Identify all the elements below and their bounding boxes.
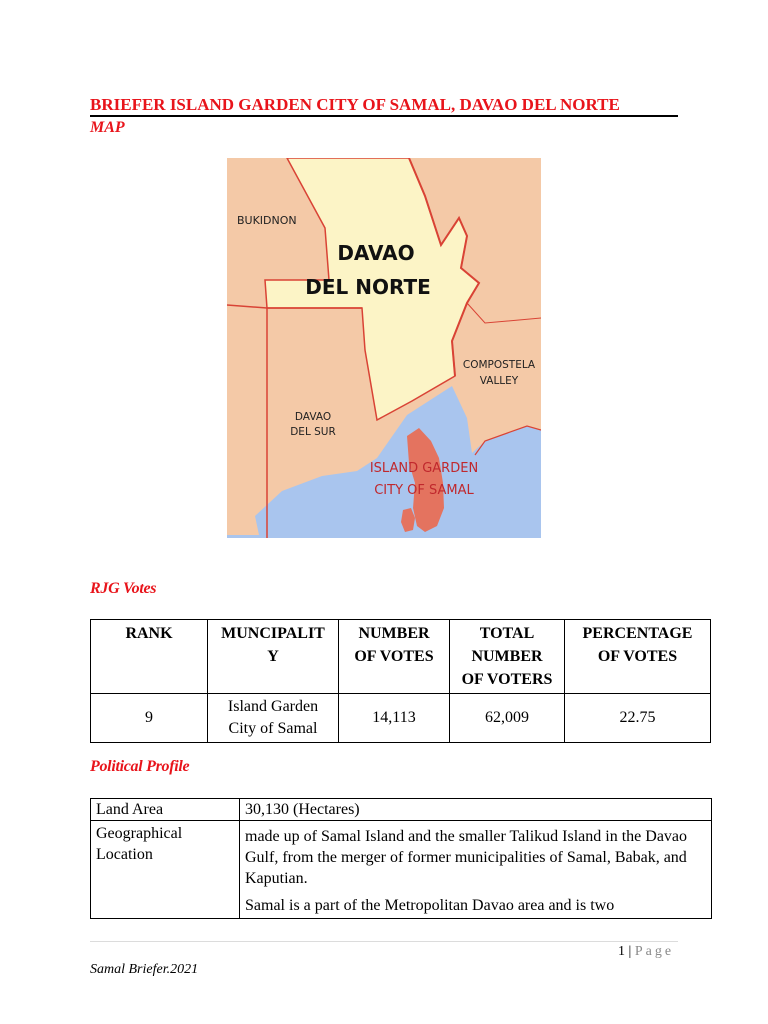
location-map [227, 158, 541, 538]
votes-table [90, 619, 711, 743]
col-total-voters: TOTAL NUMBER OF VOTERS [450, 620, 565, 694]
footer-divider [90, 941, 678, 942]
footer-text: Samal Briefer.2021 [90, 962, 199, 977]
table-row [91, 799, 712, 821]
label-davao-del-sur-1: DAVAO [294, 411, 332, 423]
col-percentage: PERCENTAGE OF VOTES [565, 620, 711, 694]
col-municipality: MUNCIPALIT Y [208, 620, 339, 694]
geo-paragraph-2: Samal is a part of the Metropolitan Davao area and is two [245, 897, 615, 914]
col-rank: RANK [91, 620, 208, 694]
cell-voters: 62,009 [450, 694, 565, 743]
cell-percentage: 22.75 [565, 694, 711, 743]
land-area-value: 30,130 (Hectares) [240, 799, 712, 821]
col-number-of-votes: NUMBER OF VOTES [339, 620, 450, 694]
label-compostela-2: VALLEY [479, 375, 519, 387]
cell-municipality: Island Garden City of Samal [208, 694, 339, 743]
political-profile-heading: Political Profile [90, 758, 190, 775]
geo-location-value [240, 821, 712, 919]
votes-heading: RJG Votes [90, 580, 157, 597]
label-compostela-1: COMPOSTELA [462, 359, 536, 371]
map-graphic [227, 158, 541, 538]
land-area-label: Land Area [91, 799, 240, 821]
label-samal-1: ISLAND GARDEN [369, 461, 479, 476]
table-row [91, 821, 712, 919]
document-title: BRIEFER ISLAND GARDEN CITY OF SAMAL, DAVAO DEL NORTE [90, 94, 678, 117]
label-davao-del-sur-2: DEL SUR [290, 426, 336, 438]
geo-location-label: Geographical Location [91, 821, 240, 919]
profile-table [90, 798, 712, 919]
geo-paragraph-1: made up of Samal Island and the smaller Talikud Island in the Davao Gulf, from the merger of former municipalities of Samal, Babak, and Kaputian. [245, 828, 688, 887]
label-davao-del-norte-2: DEL NORTE [305, 275, 431, 299]
label-bukidnon: BUKIDNON [237, 214, 297, 227]
label-davao-del-norte-1: DAVAO [337, 241, 415, 265]
map-heading: MAP [90, 119, 125, 136]
page-number: 1 | Page [618, 944, 675, 959]
label-samal-2: CITY OF SAMAL [374, 483, 474, 498]
votes-header-row [91, 620, 711, 694]
cell-votes: 14,113 [339, 694, 450, 743]
table-row [91, 694, 711, 743]
cell-rank: 9 [91, 694, 208, 743]
